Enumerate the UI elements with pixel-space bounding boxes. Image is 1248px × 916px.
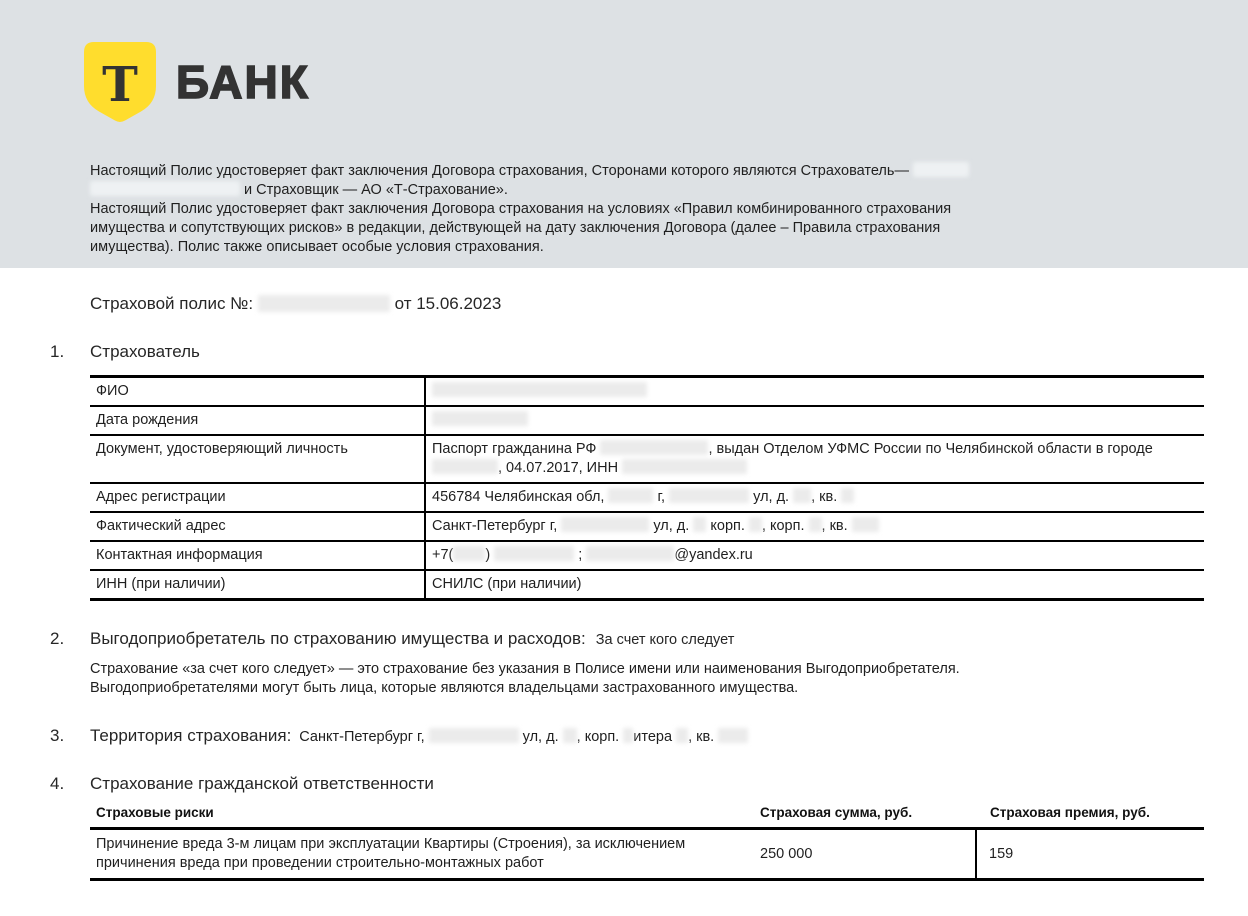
section-number: 3. (50, 726, 65, 745)
section-number: 1. (50, 342, 65, 361)
table-row (90, 570, 1204, 600)
redacted-phone (494, 546, 574, 561)
logo-letter: Т (102, 57, 138, 113)
redacted-phone-code (453, 546, 485, 561)
contact-separator: ; (578, 547, 583, 563)
address-text: ул, д. (653, 518, 690, 534)
address-text: , кв. (688, 729, 715, 745)
table-row (90, 483, 1204, 512)
address-text: , корп. (761, 518, 805, 534)
address-text: итера (633, 729, 673, 745)
phone-text: +7( (432, 547, 454, 563)
row-value-fio (425, 377, 1204, 407)
header-premium: Страховая премия, руб. (990, 805, 1150, 820)
row-label-inn: ИНН (при наличии) (96, 576, 226, 592)
intro-line-3: Настоящий Полис удостоверяет факт заключения Договора страхования на условиях «Правил комбинированного страхования (90, 201, 952, 217)
intro-line-4: имущества и сопутствующих рисков» в редакции, действующей на дату заключения Договора (далее – Правила страхования (90, 220, 941, 236)
liability-table-row (90, 830, 1204, 881)
address-text: ул, д. (753, 489, 790, 505)
section-number: 4. (50, 774, 65, 793)
redacted-house (793, 488, 811, 503)
address-text: , корп. (576, 729, 620, 745)
redacted-name (90, 181, 240, 196)
row-value-contact (425, 541, 1204, 570)
redacted-street (429, 728, 519, 743)
table-row (90, 512, 1204, 541)
note-line-2: Выгодоприобретателями могут быть лица, которые являются владельцами застрахованного имущества. (90, 680, 799, 696)
row-label-fio: ФИО (90, 377, 425, 407)
redacted-city (432, 459, 498, 474)
address-text: ул, д. (522, 729, 559, 745)
row-value-snils: СНИЛС (при наличии) (425, 570, 1204, 600)
bank-logo (82, 40, 1248, 124)
section-title: Территория страхования: (90, 726, 292, 745)
premium-value: 159 (975, 830, 1204, 878)
note-line-1: Страхование «за счет кого следует» — это страхование без указания в Полисе имени или наименования Выгодоприобретателя. (90, 661, 960, 677)
redacted-apartment (852, 517, 879, 532)
redacted-street (669, 488, 749, 503)
address-text: г, (657, 489, 666, 505)
section-title: Выгодоприобретатель по страхованию имущества и расходов: (90, 629, 586, 648)
phone-text: ) (485, 547, 491, 563)
logo-wordmark: БАНК (176, 56, 310, 108)
redacted-street (561, 517, 649, 532)
section-2-heading (50, 629, 1248, 649)
row-label-document: Документ, удостоверяющий личность (90, 435, 425, 483)
redacted-birthdate (432, 411, 528, 426)
header-sum: Страховая сумма, руб. (760, 805, 913, 820)
insured-details-table (90, 375, 1204, 601)
redacted-house (693, 517, 706, 532)
table-row (90, 406, 1204, 435)
territory-address (299, 728, 748, 745)
table-row (90, 541, 1204, 570)
document-text: в городе (1095, 441, 1153, 457)
redacted-building (749, 517, 762, 532)
intro-line-2 (90, 181, 1248, 200)
table-row (90, 435, 1204, 483)
intro-text: и Страховщик — АО «Т-Страхование». (244, 182, 508, 198)
insured-sum-value: 250 000 (760, 846, 813, 862)
beneficiary-note (90, 660, 1248, 698)
redacted-apartment (841, 488, 854, 503)
document-text: , выдан Отделом УФМС России по Челябинской области (708, 441, 1092, 457)
liability-table (90, 805, 1204, 881)
row-value-reg-address (425, 483, 1204, 512)
row-value-document (425, 435, 1204, 483)
section-title: Страхователь (90, 342, 200, 361)
redacted-passport (600, 440, 708, 455)
policy-date: от 15.06.2023 (394, 294, 502, 313)
policy-number-line (90, 294, 1248, 314)
row-value-birthdate (425, 406, 1204, 435)
row-value-actual-address (425, 512, 1204, 541)
section-3-heading (50, 726, 1248, 746)
redacted-house (563, 728, 577, 743)
redacted-fio (432, 382, 647, 397)
redacted-building (623, 728, 633, 743)
intro-line-5: имущества). Полис также описывает особые условия страхования. (90, 239, 544, 255)
section-1-heading (50, 342, 1248, 362)
address-text: , кв. (821, 518, 848, 534)
risk-description: Причинение вреда 3-м лицам при эксплуатации Квартиры (Строения), за исключением причинения вреда при проведении строительно-монтажных работ (96, 836, 686, 871)
row-label-reg-address: Адрес регистрации (90, 483, 425, 512)
row-label-contact: Контактная информация (90, 541, 425, 570)
address-text: Санкт-Петербург г, (299, 729, 425, 745)
policy-number-label: Страховой полис №: (90, 294, 254, 313)
redacted-apartment (718, 728, 748, 743)
document-text: Паспорт гражданина РФ (432, 441, 597, 457)
redacted-inn (622, 459, 747, 474)
section-number: 2. (50, 629, 65, 648)
row-label-birthdate: Дата рождения (90, 406, 425, 435)
intro-text: Настоящий Полис удостоверяет факт заключения Договора страхования, Сторонами которого являются Страхователь— (90, 163, 909, 179)
address-text: 456784 Челябинская обл, (432, 489, 605, 505)
intro-line-1 (90, 162, 1248, 181)
address-text: , кв. (811, 489, 838, 505)
table-row (90, 377, 1204, 407)
redacted-litera (676, 728, 688, 743)
beneficiary-value: За счет кого следует (595, 632, 735, 648)
header-risks: Страховые риски (96, 805, 214, 820)
redacted-email (586, 546, 674, 561)
email-domain-text: @yandex.ru (674, 547, 753, 563)
section-title: Страхование гражданской ответственности (90, 774, 434, 793)
address-text: Санкт-Петербург г, (432, 518, 558, 534)
redacted-policy-number (258, 295, 390, 312)
redacted-building (809, 517, 822, 532)
document-body (0, 294, 1248, 881)
redacted-name (913, 162, 969, 177)
document-text: , 04.07.2017, ИНН (498, 460, 619, 476)
intro-paragraphs (90, 162, 1248, 257)
liability-table-header (90, 805, 1204, 830)
redacted-city (608, 488, 653, 503)
header-band (0, 0, 1248, 268)
address-text: корп. (710, 518, 745, 534)
tbank-shield-icon (82, 40, 158, 124)
row-label-actual-address: Фактический адрес (90, 512, 425, 541)
section-4-heading (50, 774, 1248, 794)
